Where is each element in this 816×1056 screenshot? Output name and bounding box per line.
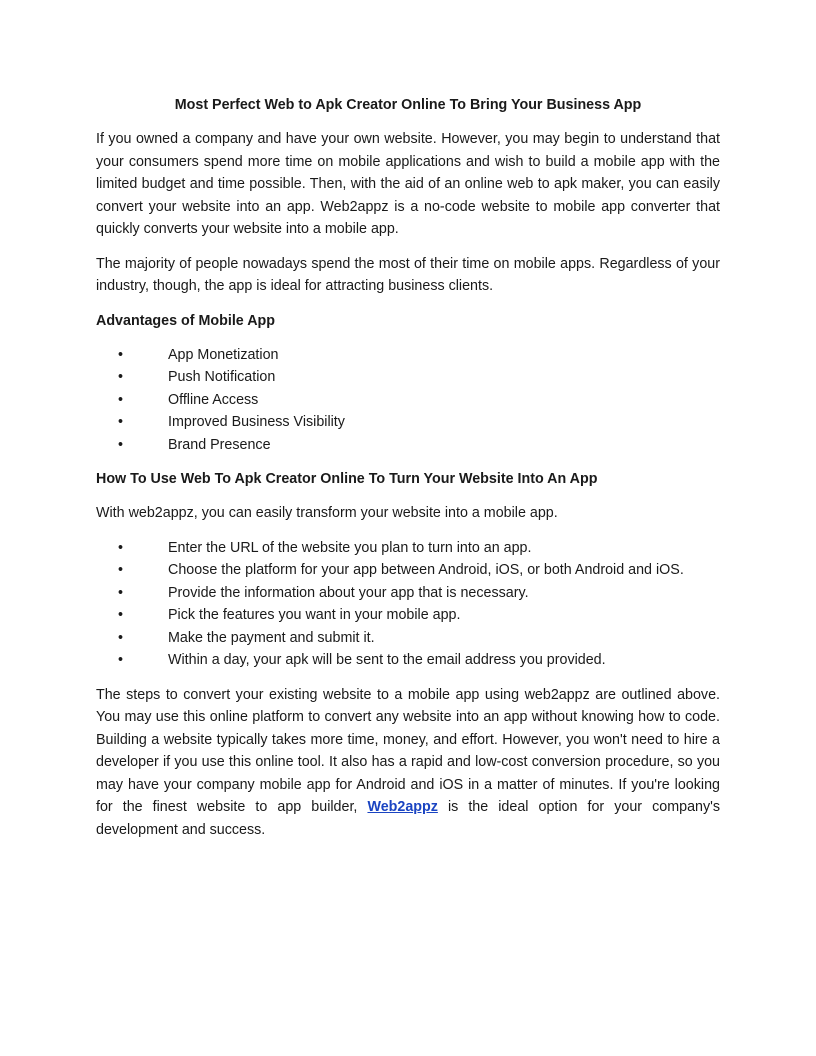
list-item-text: Make the payment and submit it.	[168, 629, 375, 646]
bullet-icon: •	[118, 436, 124, 453]
bullet-icon: •	[118, 369, 124, 385]
steps-list	[96, 537, 720, 672]
advantages-heading: Advantages of Mobile App	[96, 312, 275, 329]
bullet-icon: •	[118, 629, 124, 646]
bullet-icon: •	[118, 562, 124, 578]
list-item-text: Offline Access	[168, 391, 259, 408]
list-item	[96, 389, 720, 412]
page-title: Most Perfect Web to Apk Creator Online To Bring Your Business App	[174, 97, 642, 113]
list-item-text: Enter the URL of the website you plan to turn into an app.	[168, 539, 532, 556]
list-item	[96, 627, 720, 650]
list-item	[96, 411, 720, 434]
list-item	[96, 559, 720, 582]
web2appz-link[interactable]: Web2appz	[367, 799, 438, 815]
bullet-icon: •	[118, 584, 124, 601]
list-item-text: Brand Presence	[168, 436, 271, 453]
list-item-text: Choose the platform for your app between Android, iOS, or both Android and iOS.	[168, 562, 684, 578]
closing-text-before-link: The steps to convert your existing website to a mobile app using web2appz are outlined above. You may use this online platform to convert any website into an app without knowing how to code. Building a website typically takes more time, money, and effort. However, you won't need to hire a developer if you use this online tool. It also has a rapid and low-cost conversion procedure, so you may have your company mobile app for Android and iOS in a matter of minutes. If you're looking for the finest website to app builder,	[96, 686, 720, 815]
list-item	[96, 604, 720, 627]
intro-paragraph: If you owned a company and have your own website. However, you may begin to understand that your consumers spend more time on mobile applications and wish to build a mobile app with the limited budget and time possible. Then, with the aid of an online web to apk maker, you can easily convert your website into an app. Web2appz is a no-code website to mobile app converter that quickly converts your website into a mobile app.	[96, 131, 720, 237]
bullet-icon: •	[118, 652, 124, 668]
list-item	[96, 649, 720, 672]
bullet-icon: •	[118, 414, 124, 430]
list-item-text: Provide the information about your app that is necessary.	[168, 584, 529, 601]
list-item	[96, 434, 720, 457]
howto-heading: How To Use Web To Apk Creator Online To Turn Your Website Into An App	[96, 471, 598, 487]
howto-intro: With web2appz, you can easily transform your website into a mobile app.	[96, 505, 558, 521]
list-item-text: Within a day, your apk will be sent to the email address you provided.	[168, 652, 606, 668]
closing-text-after-link: is the ideal option for your company's development and success.	[96, 799, 720, 838]
list-item-text: App Monetization	[168, 346, 279, 363]
closing-paragraph	[96, 684, 720, 842]
bullet-icon: •	[118, 346, 124, 363]
list-item	[96, 582, 720, 605]
bullet-icon: •	[118, 539, 124, 556]
list-item	[96, 537, 720, 560]
list-item	[96, 344, 720, 367]
bullet-icon: •	[118, 391, 124, 408]
list-item-text: Improved Business Visibility	[168, 414, 345, 430]
list-item	[96, 366, 720, 389]
second-paragraph: The majority of people nowadays spend the most of their time on mobile apps. Regardless of your industry, though, the app is ideal for attracting business clients.	[96, 255, 720, 294]
list-item-text: Pick the features you want in your mobile app.	[168, 607, 461, 623]
list-item-text: Push Notification	[168, 369, 276, 385]
advantages-list	[96, 344, 720, 457]
bullet-icon: •	[118, 607, 124, 623]
